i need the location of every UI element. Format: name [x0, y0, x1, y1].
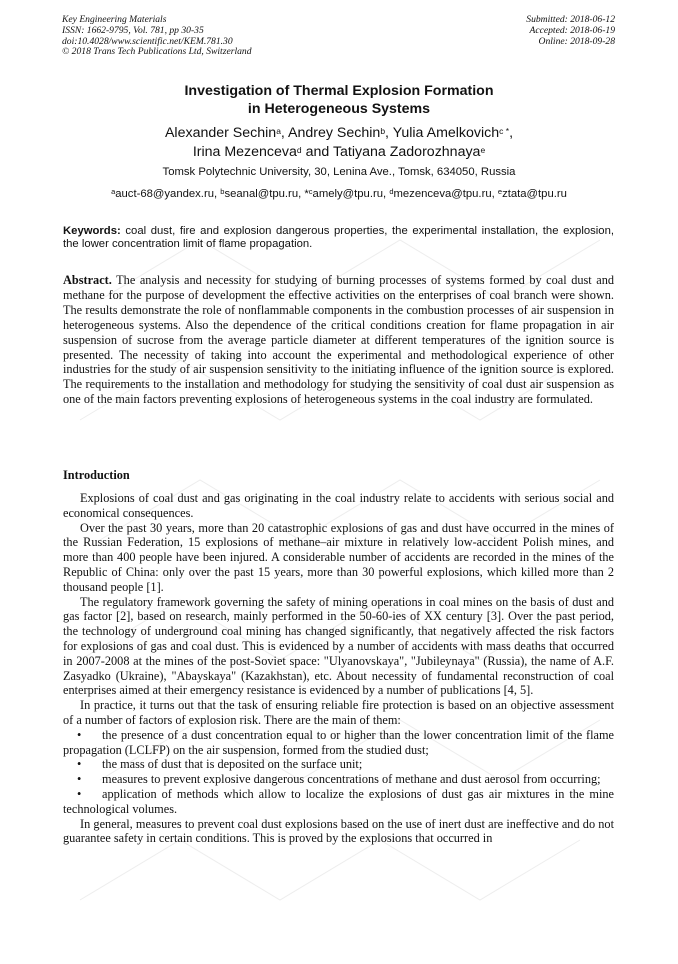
paper-title	[0, 83, 678, 118]
title-line-1: Investigation of Thermal Explosion Formation	[184, 83, 494, 99]
issn-line: ISSN: 1662-9795, Vol. 781, pp 30-35	[62, 24, 204, 36]
email-address[interactable]: mezenceva@tpu.ru,	[393, 188, 498, 200]
author-separator: ,	[385, 125, 393, 141]
paragraph: Explosions of coal dust and gas originating in the coal industry relate to accidents with serious social and economical consequences.	[63, 491, 614, 520]
email-mark: b	[220, 187, 225, 196]
email-mark: e	[497, 187, 503, 196]
author-name: Yulia Amelkovich	[392, 125, 500, 141]
abstract-label: Abstract.	[63, 273, 112, 287]
paragraph: The regulatory framework governing the safety of mining operations in coal mines on the basis of dust and gas factor [2], based on research, mainly performed in the 50-60-ies of XX century [3]. Over the past period, the technology of underground coal mining has changed significantly, that negatively affected the risk factors for explosions of gas and coal dust. This is evidenced by a number of accidents with mass deaths that occurred in 2007-2008 at the mines of the post-Soviet space: "Ulyanovskaya", "Jubileynaya" (Russia), the name of A.F. Zasyadko (Ukraine), "Abayskaya" (Kazakhstan), etc. About necessity of fundamental reconstruction of coal enterprises aimed at their emergency resistance is evidenced by a number of publications [4, 5].	[63, 594, 614, 698]
list-item: • the mass of dust that is deposited on the surface unit;	[63, 757, 614, 772]
email-address[interactable]: auct-68@yandex.ru,	[115, 188, 221, 200]
list-item: • measures to prevent explosive dangerous concentrations of methane and dust aerosol from occurring;	[63, 772, 614, 787]
author-separator: ,	[509, 125, 514, 141]
section-heading: Introduction	[63, 468, 130, 482]
author-name: Alexander Sechin	[164, 125, 277, 141]
author-name: Tatiyana Zadorozhnaya	[332, 144, 481, 160]
keywords-text: coal dust, fire and explosion dangerous properties, the experimental installation, the explosion, the lower concentration limit of flame propagation.	[63, 225, 614, 251]
author-separator: ,	[280, 125, 289, 141]
submission-dates	[526, 15, 615, 47]
paragraph: In practice, it turns out that the task of ensuring reliable fire protection is based on an objective assessment of a number of factors of explosion risk. There are the main of them:	[63, 698, 614, 727]
copyright-line: © 2018 Trans Tech Publications Ltd, Switzerland	[62, 46, 252, 58]
email-address[interactable]: ztata@tpu.ru	[502, 188, 567, 200]
journal-info	[62, 15, 252, 58]
abstract	[63, 273, 614, 407]
doi-line: doi:10.4028/www.scientific.net/KEM.781.30	[62, 35, 233, 47]
email-address[interactable]: amely@tpu.ru,	[312, 188, 390, 200]
author-affil-mark: a	[276, 126, 281, 136]
introduction-body	[63, 491, 614, 846]
author-name: Andrey Sechin	[288, 125, 381, 141]
risk-factor-list	[63, 728, 614, 817]
keywords	[63, 225, 614, 252]
list-item: • application of methods which allow to localize the explosions of dust gas air mixtures in the mine technological volumes.	[63, 787, 614, 817]
author-name: Irina Mezenceva	[192, 144, 297, 160]
online-date: Online: 2018-09-28	[538, 35, 615, 47]
list-item: • the presence of a dust concentration equal to or higher than the lower concentration limit of the flame propagation (LCLFP) on the air suspension, formed from the studied dust;	[63, 728, 614, 758]
accepted-date: Accepted: 2018-06-19	[529, 24, 615, 36]
email-address[interactable]: seanal@tpu.ru, *	[224, 188, 309, 200]
email-list	[0, 188, 678, 200]
author-affil-mark: b	[380, 126, 386, 136]
paragraph: Over the past 30 years, more than 20 catastrophic explosions of gas and dust have occurred in the mines of the Russian Federation, 15 explosions of methane–air mixture in relatively low-accident Polish mines, and more than 400 people have been injured. A considerable number of accidents are recorded in the mines of the Republic of China: only over the past 15 years, more than 30 powerful explosions, which killed more than 2 thousand people [1].	[63, 520, 614, 594]
email-mark: c	[308, 187, 313, 196]
keywords-label: Keywords:	[63, 225, 121, 237]
email-mark: d	[389, 187, 394, 196]
journal-name: Key Engineering Materials	[62, 14, 167, 25]
author-conjunction: and	[301, 144, 333, 160]
author-affil-mark: d	[296, 145, 302, 155]
submitted-date: Submitted: 2018-06-12	[526, 14, 615, 25]
title-line-2: in Heterogeneous Systems	[247, 100, 431, 117]
affiliation: Tomsk Polytechnic University, 30, Lenina Ave., Tomsk, 634050, Russia	[162, 166, 516, 178]
email-mark: a	[111, 187, 116, 196]
author-affil-mark: e	[480, 145, 486, 155]
abstract-text: The analysis and necessity for studying of burning processes of systems formed by coal dust and methane for the purpose of development the effective activities on the enterprises of coal branch were shown. The results demonstrate the role of nonflammable components in the combustion processes of air suspension in heterogeneous systems. Also the dependence of the critical conditions creation for flame propagation in air suspension of sucrose from the average particle diameter at different temperatures of the ignition source is presented. The necessity of taking into account the experimental and methodological experience of other industries for the study of air suspension sensitivity to the initiating influence of the ignition source is explored. The requirements to the installation and methodology for studying the sensitivity of coal dust air suspension as one of the main factors preventing explosions of heterogeneous systems in the coal industry are formulated.	[63, 273, 614, 407]
author-list	[0, 124, 678, 162]
author-affil-mark: c *	[499, 126, 510, 136]
paragraph: In general, measures to prevent coal dust explosions based on the use of inert dust are ineffective and do not guarantee safety in certain conditions. This is proved by the explosions that occurred in	[63, 816, 614, 846]
